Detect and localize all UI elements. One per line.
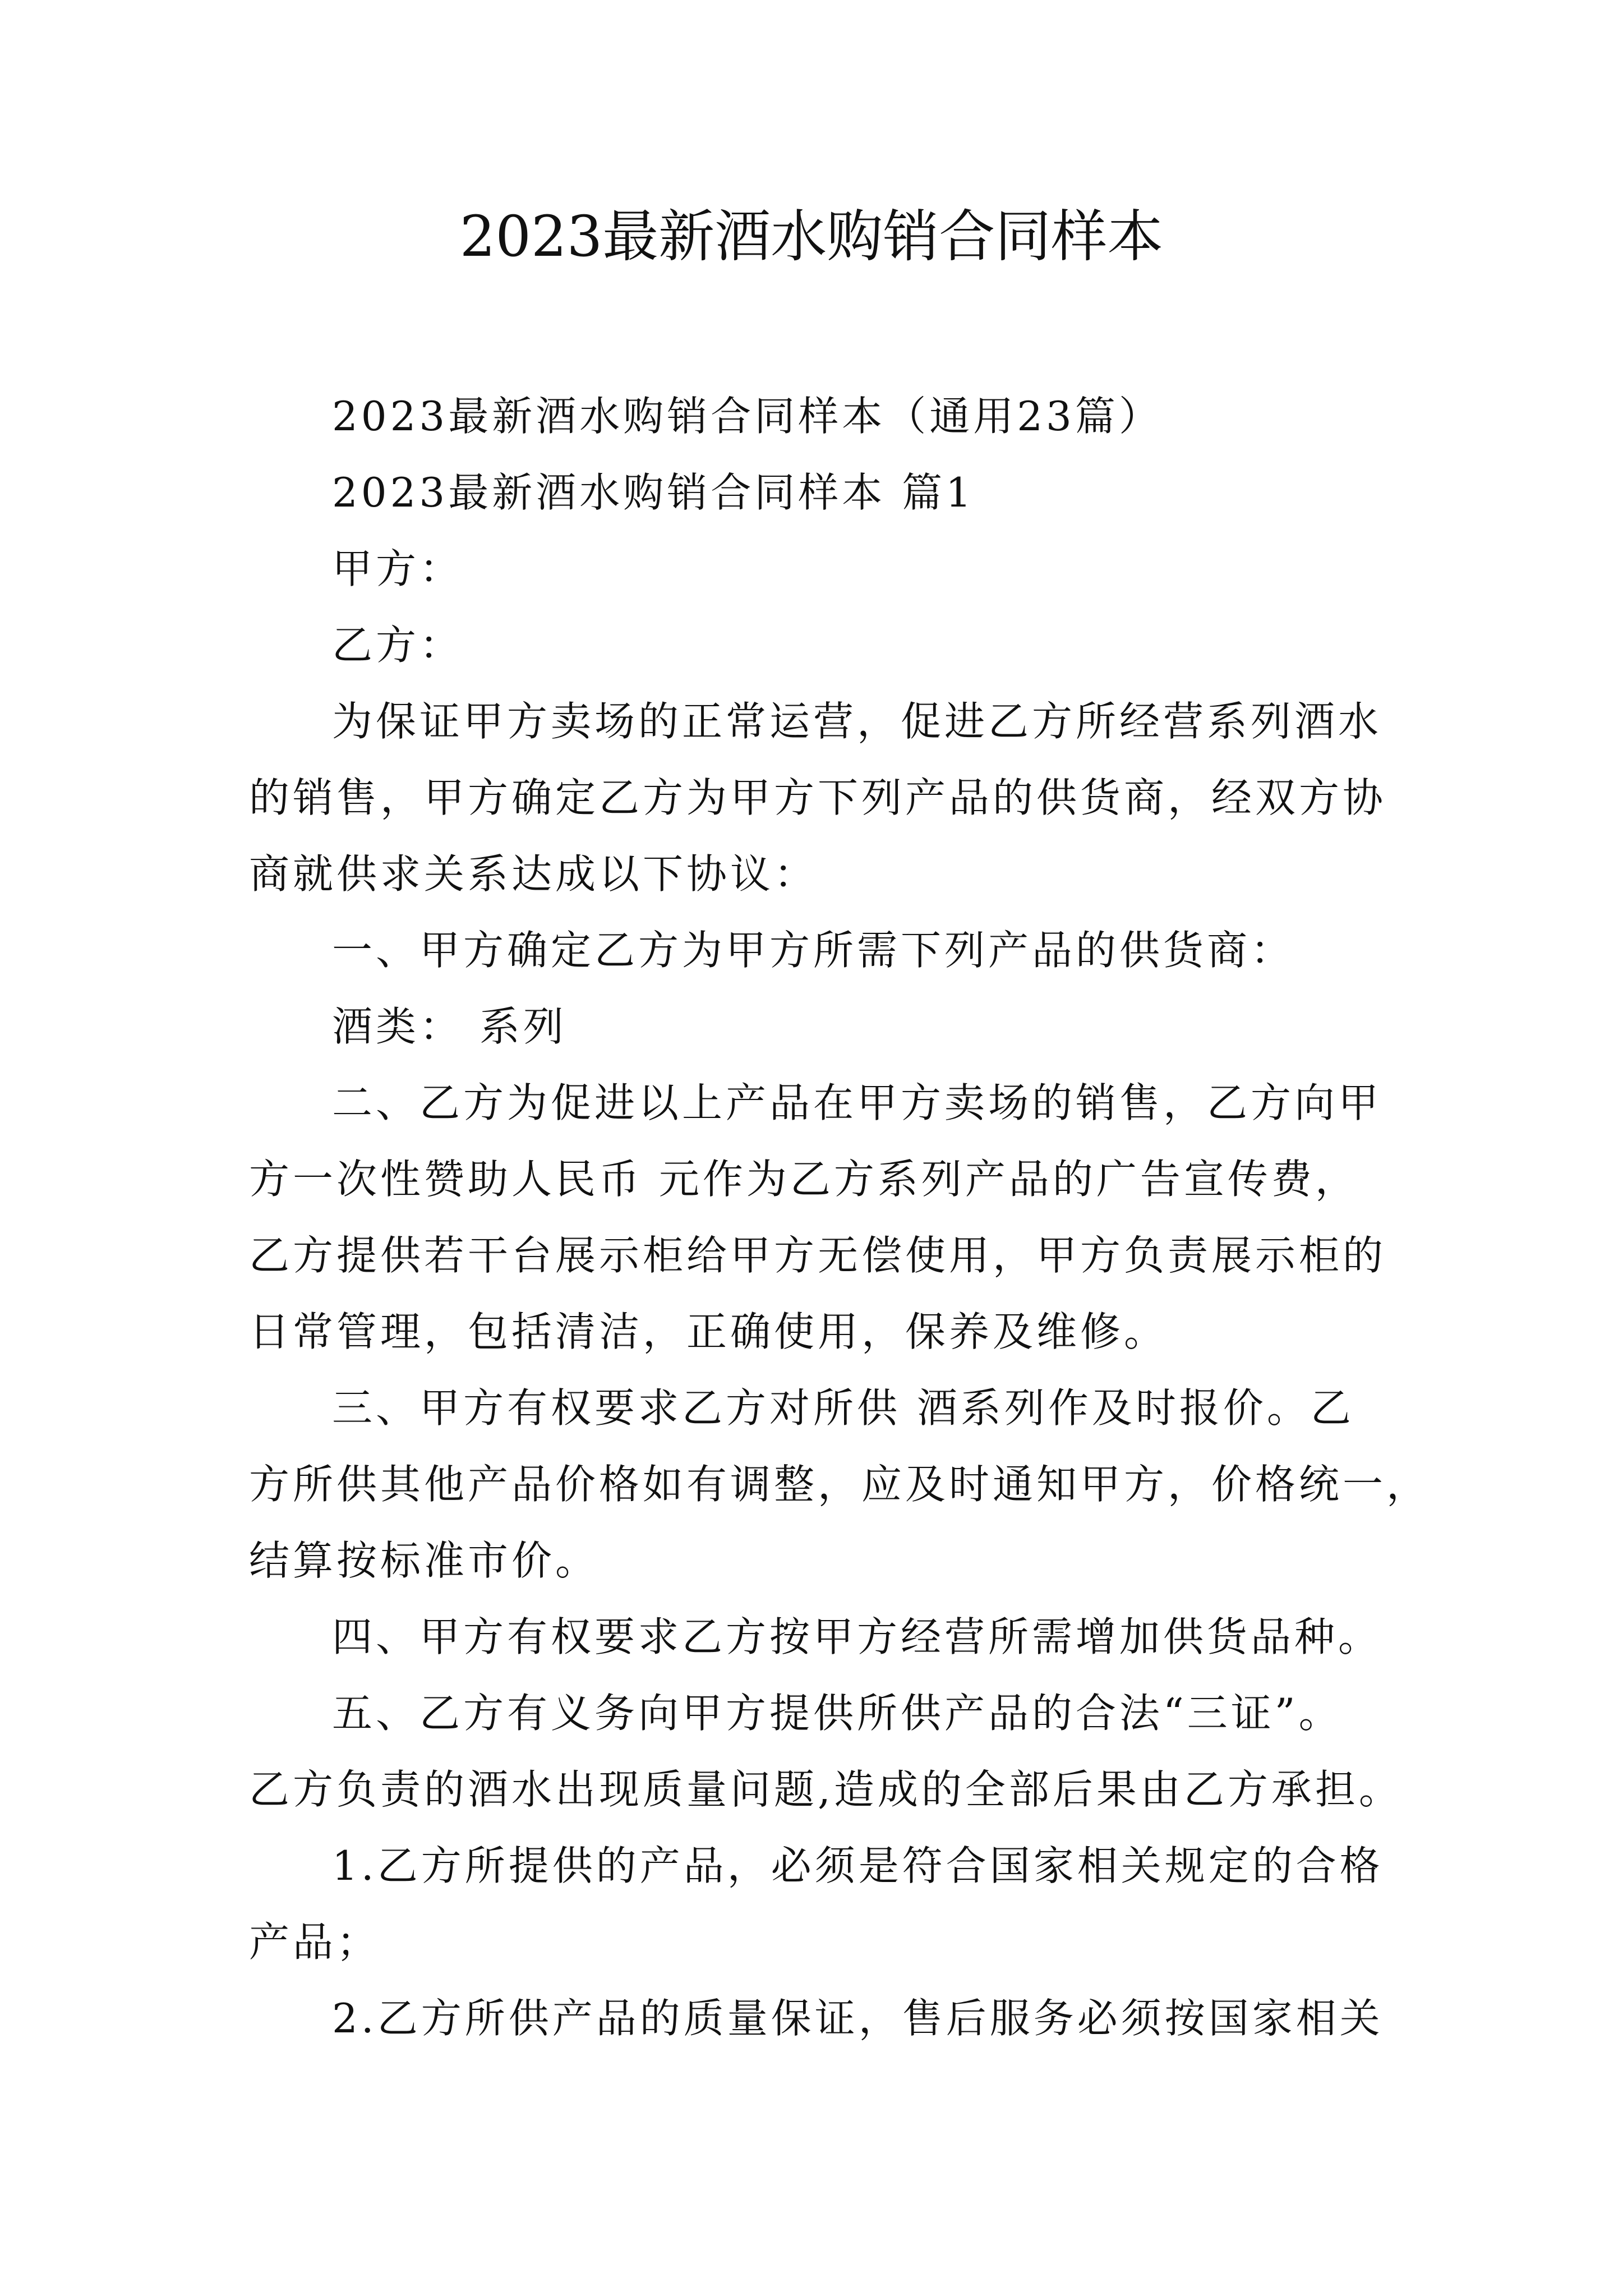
clause-5: 五、乙方有义务向甲方提供所供产品的合法“三证”。 bbox=[332, 1690, 1343, 1737]
document-title: 2023最新酒水购销合同样本 bbox=[459, 204, 1164, 269]
clause-2: 二、乙方为促进以上产品在甲方卖场的销售，乙方向甲 bbox=[332, 1079, 1382, 1126]
paragraph-line: 为保证甲方卖场的正常运营，促进乙方所经营系列酒水 bbox=[332, 698, 1382, 745]
clause-1: 一、甲方确定乙方为甲方所需下列产品的供货商： bbox=[332, 927, 1295, 974]
sub-clause-1-line: 产品； bbox=[249, 1918, 381, 1966]
party-a-label: 甲方： bbox=[332, 545, 464, 592]
section-heading: 2023最新酒水购销合同样本 篇1 bbox=[332, 469, 975, 516]
sub-clause-1: 1.乙方所提供的产品，必须是符合国家相关规定的合格 bbox=[332, 1842, 1384, 1889]
paragraph-line: 商就供求关系达成以下协议： bbox=[249, 850, 818, 898]
clause-2-line: 方一次性赞助人民币 元作为乙方系列产品的广告宣传费， bbox=[249, 1156, 1359, 1203]
clause-2-line: 日常管理，包括清洁，正确使用，保养及维修。 bbox=[249, 1308, 1168, 1355]
clause-3-line: 方所供其他产品价格如有调整，应及时通知甲方，价格统一， bbox=[249, 1461, 1431, 1508]
party-b-label: 乙方： bbox=[332, 622, 464, 669]
clause-5-line: 乙方负责的酒水出现质量问题,造成的全部后果由乙方承担。 bbox=[249, 1766, 1403, 1813]
sub-clause-2: 2.乙方所供产品的质量保证，售后服务必须按国家相关 bbox=[332, 1995, 1384, 2042]
clause-4: 四、甲方有权要求乙方按甲方经营所需增加供货品种。 bbox=[332, 1613, 1382, 1660]
clause-3-line: 结算按标准市价。 bbox=[249, 1537, 600, 1584]
clause-1-detail: 酒类： 系列 bbox=[332, 1003, 567, 1050]
collection-heading: 2023最新酒水购销合同样本（通用23篇） bbox=[332, 393, 1163, 440]
clause-3: 三、甲方有权要求乙方对所供 酒系列作及时报价。乙 bbox=[332, 1384, 1354, 1432]
paragraph-line: 的销售，甲方确定乙方为甲方下列产品的供货商，经双方协 bbox=[249, 774, 1387, 821]
clause-2-line: 乙方提供若干台展示柜给甲方无偿使用，甲方负责展示柜的 bbox=[249, 1232, 1387, 1279]
